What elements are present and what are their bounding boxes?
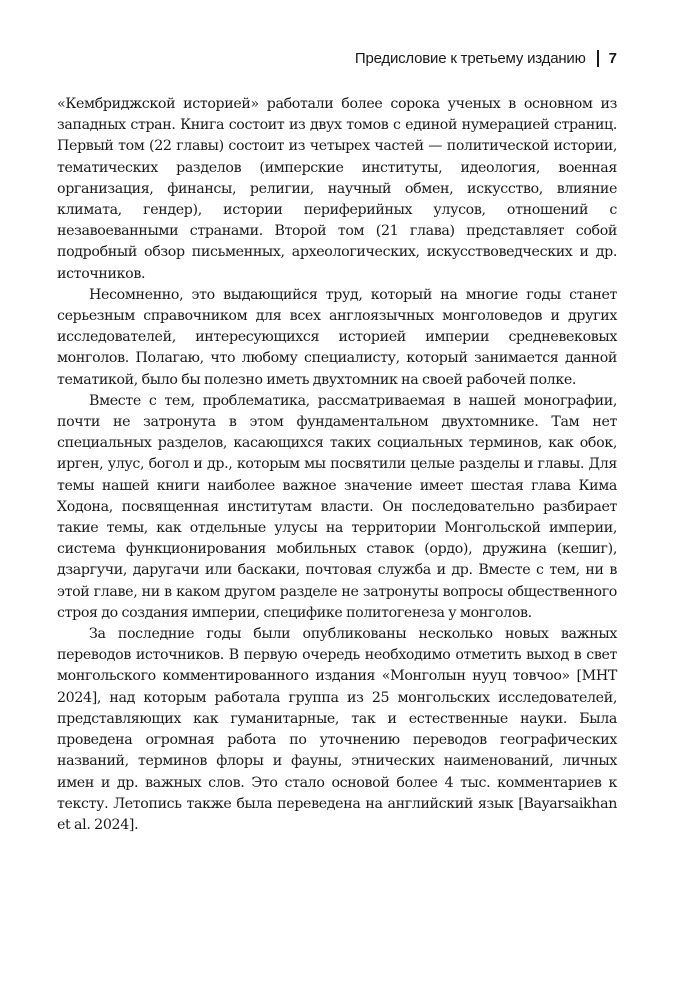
page-number: 7 (608, 50, 617, 67)
running-head-title: Предисловие к третьему изданию (354, 50, 586, 67)
paragraph-2: Несомненно, это выдающийся труд, который на многие годы станет серьезным справочником для всех англоязычных монголоведов и других исследователей, интересующихся историей империи средневековых монголов. Полагаю, что любому специалисту, который занимается данной тематикой, было бы полезно иметь двухтомник на своей рабочей полке. (57, 286, 617, 388)
paragraph-1: «Кембриджской историей» работали более сорока ученых в основном из западных стран. Книга состоит из двух томов с единой нумерацией страниц. Первый том (22 главы) состоит из четырех частей — политической истории, тематических разделов (имперские институты, идеология, военная организация, финансы, религии, научный обмен, искусство, влияние климата, гендер), истории периферийных улусов, отношений с незавоеванными странами. Второй том (21 глава) представляет собой подробный обзор письменных, археологических, искусствоведческих и др. источников. (57, 96, 617, 282)
running-head (355, 50, 617, 67)
paragraph-4: За последние годы были опубликованы несколько новых важных переводов источников. В первую очередь необходимо отметить выход в свет монгольского комментированного издания «Монголын нууц товчоо» [МНТ 2024], над которым работала группа из 25 монгольских исследователей, представляющих как гуманитарные, так и естественные науки. Была проведена огромная работа по уточнению переводов географических названий, терминов флоры и фауны, этнических наименований, личных имен и др. важных слов. Это стало основой более 4 тыс. комментариев к тексту. Летопись также была переведена на английский язык [Bayarsaikhan et al. 2024]. (57, 626, 617, 833)
paragraph-3: Вместе с тем, проблематика, рассматриваемая в нашей монографии, почти не затронута в этом фундаментальном двухтомнике. Там нет специальных разделов, касающихся таких социальных терминов, как обок, ирген, улус, богол и др., которым мы посвятили целые разделы и главы. Для темы нашей книги наиболее важное значение имеет шестая глава Кима Ходона, посвященная институтам власти. Он последовательно разбирает такие темы, как отдельные улусы на территории Монгольской империи, система функционирования мобильных ставок (ордо), дружина (кешиг), дзаргучи, даругачи или баскаки, почтовая служба и др. Вместе с тем, ни в этой главе, ни в каком другом разделе не затронуты вопросы общественного строя до создания империи, специфике политогенеза у монголов. (57, 392, 617, 621)
body-text (57, 94, 617, 836)
running-head-separator (597, 50, 599, 67)
